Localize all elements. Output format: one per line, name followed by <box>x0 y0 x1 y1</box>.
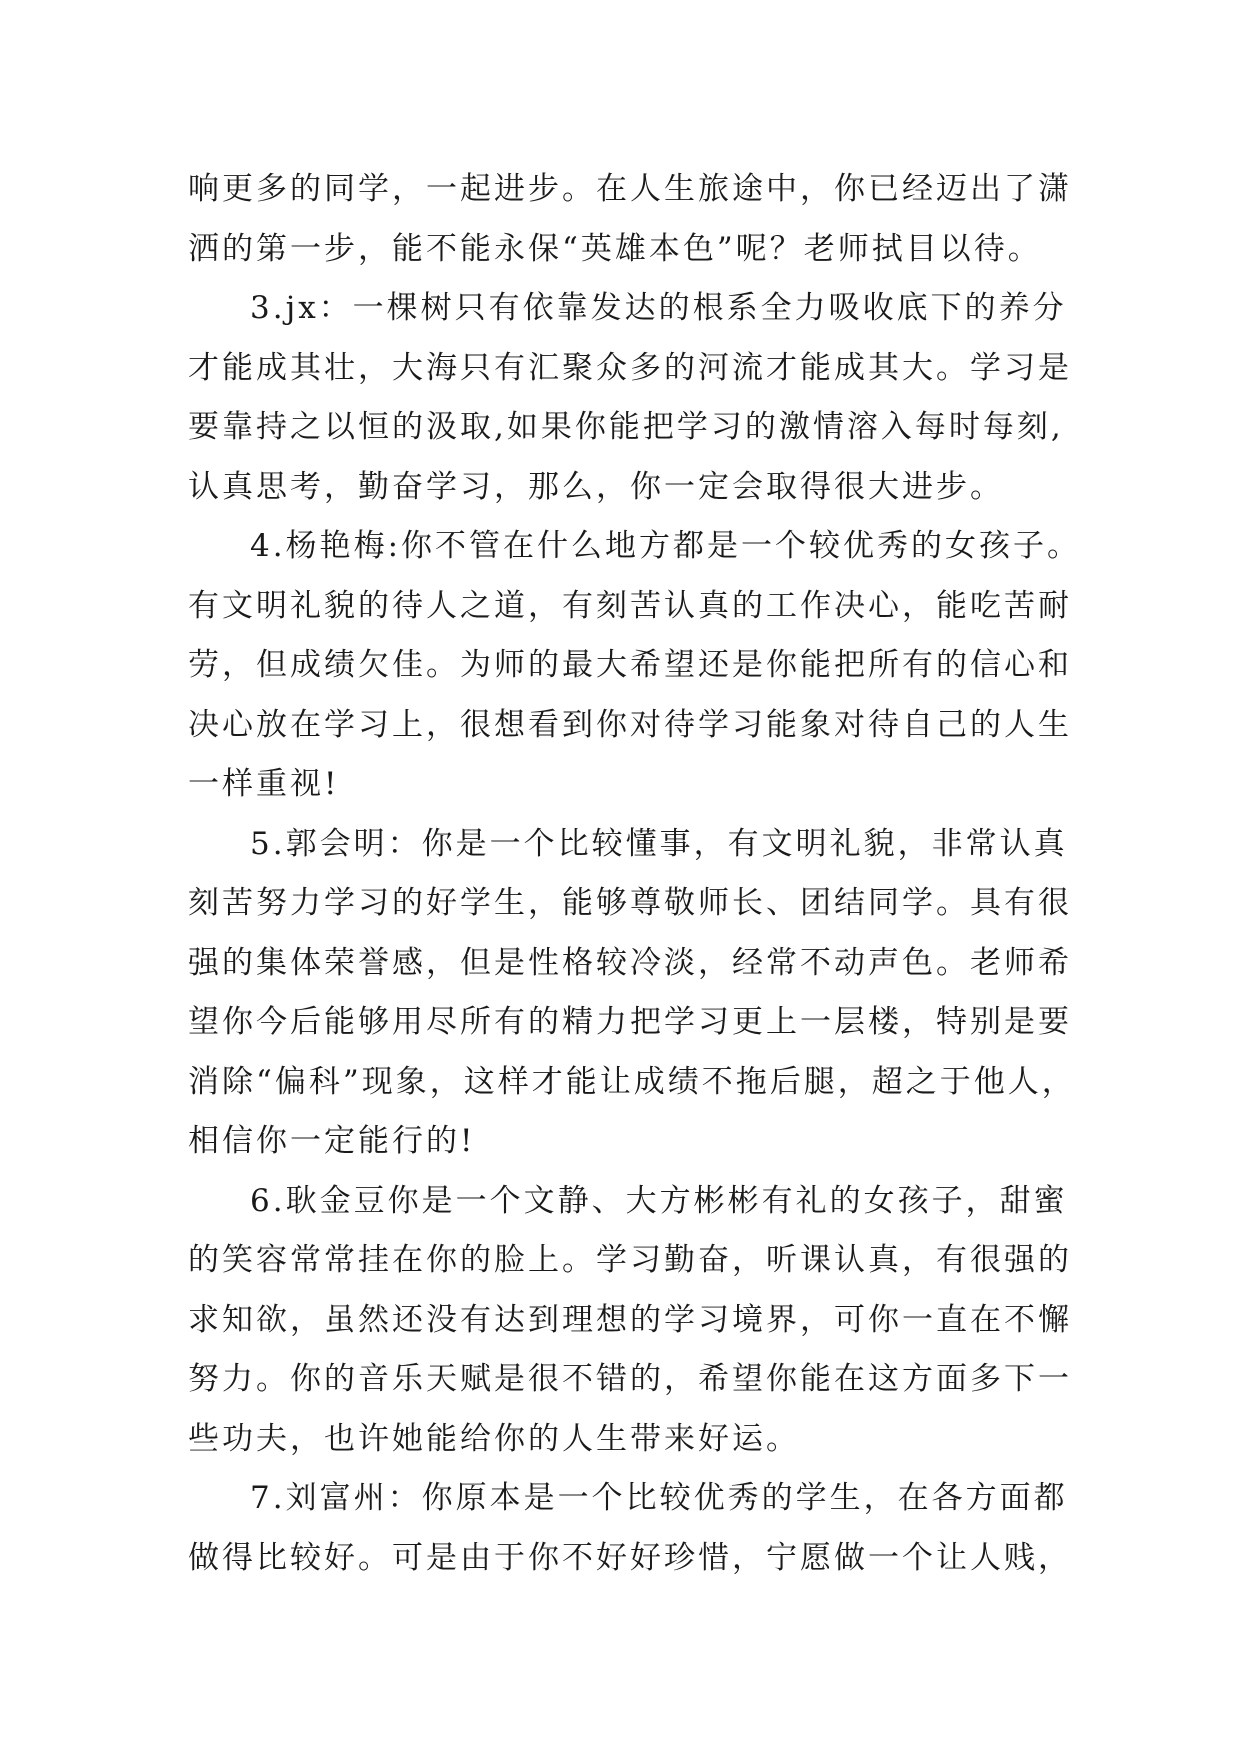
text-line: 认真思考，勤奋学习，那么，你一定会取得很大进步。 <box>188 468 1004 505</box>
text-line: 强的集体荣誉感，但是性格较冷淡，经常不动声色。老师希 <box>188 944 1072 981</box>
text-line: 3.jx：一棵树只有依靠发达的根系全力吸收底下的养分 <box>250 290 1067 326</box>
text-line: 劳，但成绩欠佳。为师的最大希望还是你能把所有的信心和 <box>188 647 1072 683</box>
text-line: 刻苦努力学习的好学生，能够尊敬师长、团结同学。具有很 <box>188 885 1072 921</box>
text-line: 消除“偏科”现象，这样才能让成绩不拖后腿，超之于他人， <box>188 1063 1076 1100</box>
text-line: 要靠持之以恒的汲取,如果你能把学习的激情溶入每时每刻, <box>188 409 1064 445</box>
text-line: 响更多的同学，一起进步。在人生旅途中，你已经迈出了潇 <box>188 171 1072 207</box>
text-line: 的笑容常常挂在你的脸上。学习勤奋，听课认真，有很强的 <box>188 1242 1072 1278</box>
text-line: 4.杨艳梅:你不管在什么地方都是一个较优秀的女孩子。 <box>250 528 1082 564</box>
text-line: 努力。你的音乐天赋是很不错的，希望你能在这方面多下一 <box>188 1361 1072 1397</box>
text-line: 5.郭会明：你是一个比较懂事，有文明礼貌，非常认真 <box>250 825 1068 862</box>
text-line: 6.耿金豆你是一个文静、大方彬彬有礼的女孩子，甜蜜 <box>250 1182 1068 1219</box>
text-line: 7.刘富州：你原本是一个比较优秀的学生，在各方面都 <box>250 1480 1068 1516</box>
text-line: 有文明礼貌的待人之道，有刻苦认真的工作决心，能吃苦耐 <box>188 587 1072 624</box>
text-line: 才能成其壮，大海只有汇聚众多的河流才能成其大。学习是 <box>188 349 1072 386</box>
text-line: 一样重视! <box>188 766 340 802</box>
text-line: 相信你一定能行的! <box>188 1123 476 1159</box>
text-line: 决心放在学习上，很想看到你对待学习能象对待自己的人生 <box>188 706 1072 743</box>
document-body <box>188 160 1082 1588</box>
text-line: 些功夫，也许她能给你的人生带来好运。 <box>188 1420 800 1457</box>
text-line: 做得比较好。可是由于你不好好珍惜，宁愿做一个让人贱， <box>188 1539 1072 1576</box>
text-line: 洒的第一步，能不能永保“英雄本色”呢？老师拭目以待。 <box>188 230 1042 267</box>
text-line: 求知欲，虽然还没有达到理想的学习境界，可你一直在不懈 <box>188 1301 1072 1338</box>
text-line: 望你今后能够用尽所有的精力把学习更上一层楼，特别是要 <box>188 1004 1072 1040</box>
